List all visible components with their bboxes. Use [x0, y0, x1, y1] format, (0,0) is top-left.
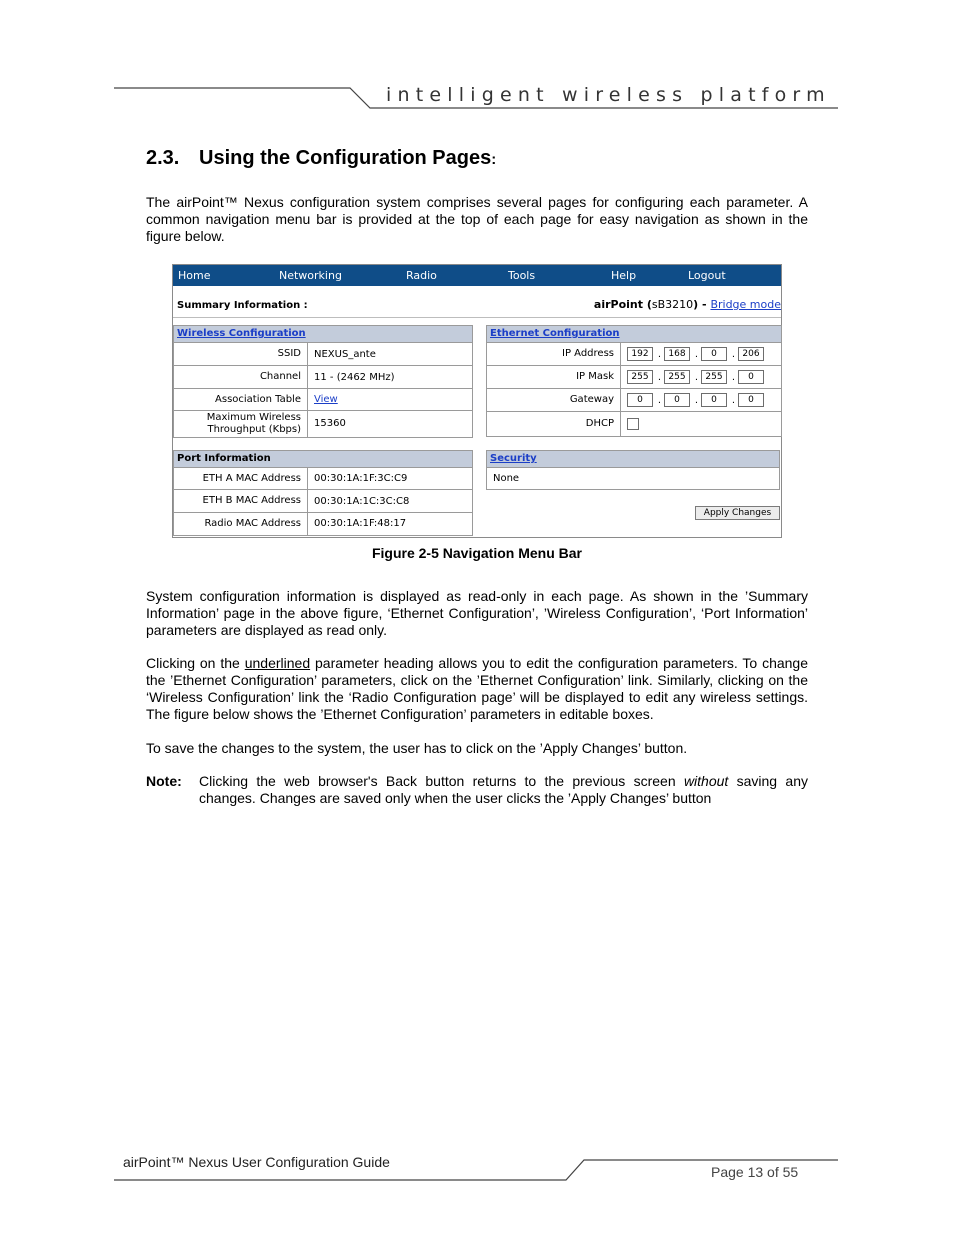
eth-b-mac-value: 00:30:1A:1C:3C:C8: [314, 495, 410, 507]
device-info: [594, 298, 781, 311]
gateway-octet-3[interactable]: 0: [701, 393, 727, 407]
ssid-value: NEXUS_ante: [314, 348, 376, 360]
section-number: 2.3.: [146, 147, 180, 169]
ip-octet-1[interactable]: 192: [627, 347, 653, 361]
wireless-row-ssid: [174, 343, 472, 366]
apply-changes-button[interactable]: Apply Changes: [695, 506, 780, 520]
section-title: [146, 147, 496, 170]
figure-caption: Figure 2-5 Navigation Menu Bar: [371, 545, 583, 561]
footer-page-number: Page 13 of 55: [711, 1164, 799, 1180]
channel-label: Channel: [259, 371, 301, 382]
ethernet-row-mask: [487, 366, 781, 389]
ethernet-configuration-link[interactable]: Ethernet Configuration: [490, 328, 620, 339]
section-suffix: :: [491, 151, 497, 168]
nav-help[interactable]: Help: [611, 269, 637, 282]
editing-paragraph: Clicking on the underlined parameter heading allows you to edit the configuration parameters. To change the ’Ethernet Configuration’ parameters, click on the ’Ethernet Configuration’ link. Similarly, clicking on the ‘Wireless Configuration’ link the ‘Radio Configuration page’ will be displayed to edit any wireless settings. The figure below shows the ’Ethernet Configuration’ parameters in editable boxes.: [146, 655, 809, 722]
wireless-row-throughput: [174, 411, 472, 436]
ip-mask-fields: 255 . 255 . 255 . 0: [621, 366, 781, 388]
gateway-label: Gateway: [569, 394, 614, 405]
ethernet-row-dhcp: [487, 412, 781, 435]
wireless-configuration-header: [174, 326, 472, 343]
footer-guide-title: airPoint™ Nexus User Configuration Guide: [123, 1154, 390, 1170]
security-link[interactable]: Security: [490, 453, 537, 464]
section-heading: Using the Configuration Pages: [199, 147, 492, 169]
wireless-configuration-panel: [173, 325, 473, 438]
gateway-octet-4[interactable]: 0: [738, 393, 764, 407]
association-view-link[interactable]: View: [314, 394, 338, 405]
ip-octet-2[interactable]: 168: [664, 347, 690, 361]
radio-mac-value: 00:30:1A:1F:48:17: [314, 518, 407, 529]
dhcp-label: DHCP: [585, 417, 614, 429]
bridge-mode-link[interactable]: Bridge mode: [710, 298, 781, 311]
device-mid: ) -: [693, 298, 711, 311]
navigation-menu-figure: [172, 264, 782, 538]
ip-address-fields: 192 . 168 . 0 . 206: [621, 343, 781, 365]
header-tagline: intelligent wireless platform: [386, 84, 831, 106]
ip-address-label: IP Address: [562, 348, 614, 359]
gateway-octet-2[interactable]: 0: [664, 393, 690, 407]
nav-networking[interactable]: Networking: [279, 269, 342, 282]
readonly-paragraph: System configuration information is displayed as read-only in each page. As shown in the ’Summary Information’ page in the above figure, ‘Ethernet Configuration’, ’Wireless Configuration’, ‘Port Information’ parameters are displayed as read only.: [146, 588, 808, 638]
eth-b-mac-label: ETH B MAC Address: [202, 495, 301, 506]
channel-value: 11 - (2462 MHz): [314, 371, 395, 383]
mask-octet-2[interactable]: 255: [664, 370, 690, 384]
gateway-fields: 0 . 0 . 0 . 0: [621, 389, 781, 411]
port-information-panel: [173, 450, 473, 536]
navigation-menu-bar: [173, 265, 781, 286]
device-model: sB3210: [651, 298, 694, 311]
summary-information-label: Summary Information :: [177, 300, 308, 311]
ethernet-configuration-header: [487, 326, 781, 343]
gateway-octet-1[interactable]: 0: [627, 393, 653, 407]
nav-radio[interactable]: Radio: [406, 269, 437, 282]
note-body: Clicking the web browser's Back button returns to the previous screen without saving any changes. Changes are saved only when the user clicks the ’Apply Changes’ button: [199, 773, 808, 806]
wireless-row-channel: [174, 366, 472, 389]
eth-a-mac-label: ETH A MAC Address: [202, 472, 301, 484]
ip-octet-4[interactable]: 206: [738, 347, 764, 361]
ip-octet-3[interactable]: 0: [701, 347, 727, 361]
ip-mask-label: IP Mask: [576, 371, 614, 382]
underlined-word: underlined: [244, 655, 311, 671]
nav-tools[interactable]: Tools: [508, 269, 536, 282]
port-row-eth-b: [174, 490, 472, 513]
port-row-eth-a: [174, 468, 472, 490]
save-paragraph: To save the changes to the system, the user has to click on the ’Apply Changes’ button.: [146, 740, 688, 756]
throughput-label-line1: Maximum Wireless: [206, 411, 301, 423]
mask-octet-1[interactable]: 255: [627, 370, 653, 384]
security-value: None: [493, 472, 520, 484]
ethernet-configuration-panel: [486, 325, 782, 437]
radio-mac-label: Radio MAC Address: [204, 517, 301, 529]
nav-logout[interactable]: Logout: [688, 269, 726, 282]
eth-a-mac-value: 00:30:1A:1F:3C:C9: [314, 473, 408, 484]
security-row: [487, 468, 779, 488]
ssid-label: SSID: [277, 348, 301, 359]
security-header: [487, 451, 779, 468]
mask-octet-4[interactable]: 0: [738, 370, 764, 384]
dhcp-checkbox[interactable]: [627, 418, 639, 430]
summary-divider: [173, 317, 781, 318]
security-panel: [486, 450, 780, 490]
port-information-heading: Port Information: [177, 453, 271, 464]
port-row-radio: [174, 513, 472, 534]
nav-home[interactable]: Home: [178, 269, 211, 282]
intro-paragraph: The airPoint™ Nexus configuration system comprises several pages for configuring each parameter. A common navigation menu bar is provided at the top of each page for easy navigation as shown in the figure below.: [146, 194, 808, 244]
note-emphasis: without: [683, 773, 729, 789]
note-label: Note:: [146, 773, 182, 789]
mask-octet-3[interactable]: 255: [701, 370, 727, 384]
port-information-header: [174, 451, 472, 468]
throughput-label-line2: Throughput (Kbps): [207, 423, 301, 435]
ethernet-row-ip: [487, 343, 781, 366]
wireless-configuration-link[interactable]: Wireless Configuration: [177, 328, 306, 339]
association-table-label: Association Table: [215, 393, 301, 405]
device-prefix: airPoint (: [593, 298, 652, 311]
throughput-label: [174, 411, 307, 436]
ethernet-row-gateway: [487, 389, 781, 412]
wireless-row-association: [174, 389, 472, 411]
throughput-value: 15360: [314, 418, 346, 429]
